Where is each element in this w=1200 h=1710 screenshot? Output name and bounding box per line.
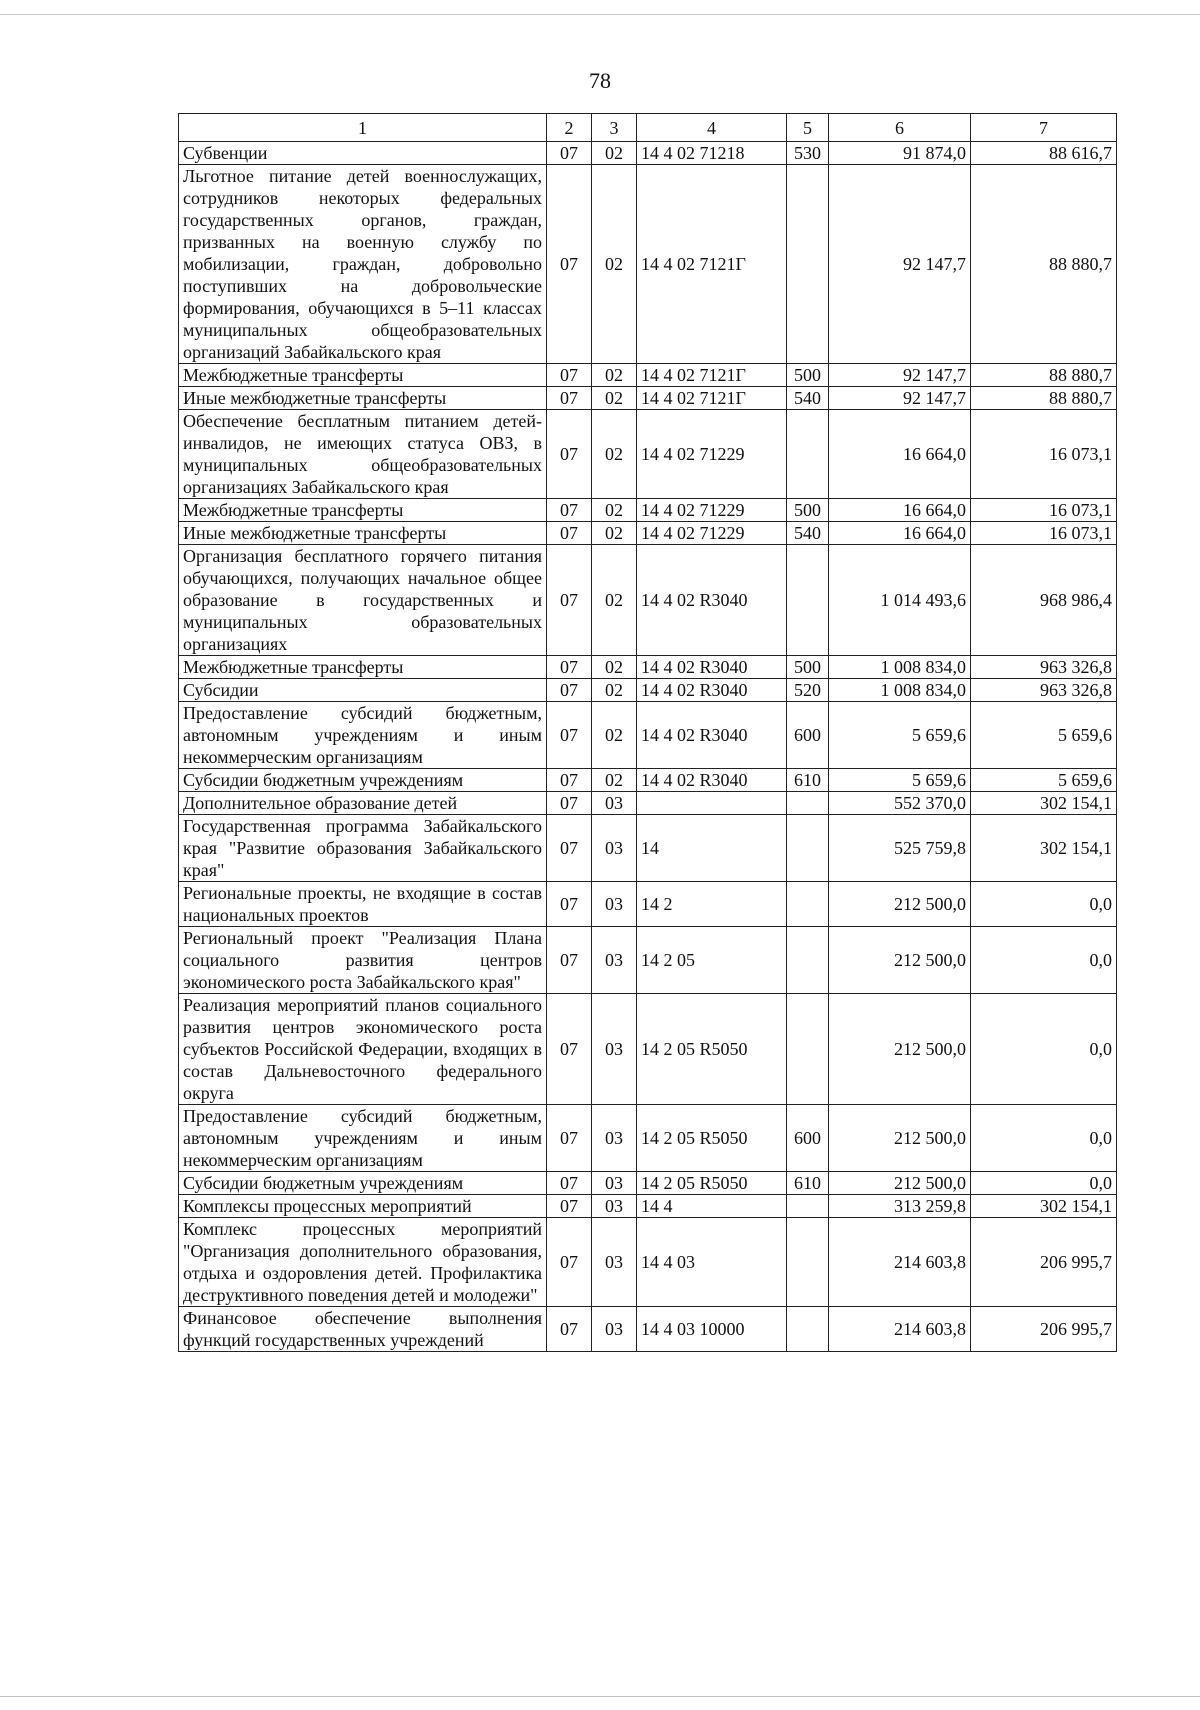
row-amount-col6: 212 500,0 xyxy=(829,1105,971,1172)
row-target-code: 14 2 05 xyxy=(637,927,787,994)
row-amount-col6: 212 500,0 xyxy=(829,1172,971,1195)
budget-table xyxy=(178,113,1117,1352)
row-expense-type xyxy=(787,545,829,656)
row-amount-col7: 0,0 xyxy=(971,994,1117,1105)
row-target-code: 14 4 02 R3040 xyxy=(637,656,787,679)
row-expense-type: 520 xyxy=(787,679,829,702)
row-amount-col7: 16 073,1 xyxy=(971,522,1117,545)
row-subsection: 03 xyxy=(592,994,637,1105)
table-row xyxy=(179,679,1117,702)
row-amount-col6: 214 603,8 xyxy=(829,1218,971,1307)
row-name: Субсидии бюджетным учреждениям xyxy=(179,1172,547,1195)
row-section: 07 xyxy=(547,165,592,364)
row-amount-col7: 206 995,7 xyxy=(971,1307,1117,1352)
row-amount-col7: 88 880,7 xyxy=(971,387,1117,410)
row-subsection: 02 xyxy=(592,410,637,499)
row-section: 07 xyxy=(547,1195,592,1218)
table-row xyxy=(179,769,1117,792)
row-target-code: 14 4 02 R3040 xyxy=(637,679,787,702)
header-col-3: 3 xyxy=(592,114,637,142)
row-amount-col6: 1 008 834,0 xyxy=(829,679,971,702)
row-target-code: 14 2 05 R5050 xyxy=(637,1105,787,1172)
row-target-code: 14 4 02 71229 xyxy=(637,410,787,499)
row-amount-col7: 88 880,7 xyxy=(971,165,1117,364)
row-name: Межбюджетные трансферты xyxy=(179,499,547,522)
table-row xyxy=(179,1218,1117,1307)
row-amount-col7: 88 616,7 xyxy=(971,142,1117,165)
row-subsection: 03 xyxy=(592,1172,637,1195)
row-amount-col7: 88 880,7 xyxy=(971,364,1117,387)
row-amount-col6: 5 659,6 xyxy=(829,702,971,769)
row-name: Региональный проект "Реализация Плана социального развития центров экономического роста Забайкальского края" xyxy=(179,927,547,994)
header-col-4: 4 xyxy=(637,114,787,142)
table-row xyxy=(179,1195,1117,1218)
row-section: 07 xyxy=(547,499,592,522)
row-subsection: 03 xyxy=(592,815,637,882)
row-amount-col6: 91 874,0 xyxy=(829,142,971,165)
row-expense-type: 610 xyxy=(787,1172,829,1195)
table-row xyxy=(179,522,1117,545)
row-amount-col7: 16 073,1 xyxy=(971,499,1117,522)
row-section: 07 xyxy=(547,927,592,994)
row-target-code: 14 4 02 7121Г xyxy=(637,165,787,364)
table-row xyxy=(179,387,1117,410)
row-subsection: 03 xyxy=(592,1218,637,1307)
header-col-2: 2 xyxy=(547,114,592,142)
table-row xyxy=(179,545,1117,656)
table-row xyxy=(179,1307,1117,1352)
row-subsection: 03 xyxy=(592,1307,637,1352)
row-name: Межбюджетные трансферты xyxy=(179,656,547,679)
row-amount-col7: 5 659,6 xyxy=(971,769,1117,792)
row-name: Субсидии xyxy=(179,679,547,702)
table-row xyxy=(179,410,1117,499)
row-amount-col6: 214 603,8 xyxy=(829,1307,971,1352)
row-expense-type: 500 xyxy=(787,499,829,522)
row-expense-type xyxy=(787,815,829,882)
row-name: Обеспечение бесплатным питанием детей-инвалидов, не имеющих статуса ОВЗ, в муниципальных общеобразовательных организациях Забайкальского края xyxy=(179,410,547,499)
table-row xyxy=(179,792,1117,815)
row-target-code: 14 2 05 R5050 xyxy=(637,1172,787,1195)
header-col-6: 6 xyxy=(829,114,971,142)
row-expense-type: 540 xyxy=(787,387,829,410)
table-row xyxy=(179,499,1117,522)
row-subsection: 02 xyxy=(592,769,637,792)
row-section: 07 xyxy=(547,1172,592,1195)
header-row xyxy=(179,114,1117,142)
scan-edge-top xyxy=(0,14,1200,15)
row-amount-col6: 16 664,0 xyxy=(829,410,971,499)
row-expense-type: 500 xyxy=(787,656,829,679)
row-name: Реализация мероприятий планов социального развития центров экономического роста субъектов Российской Федерации, входящих в состав Дальневосточного федерального округа xyxy=(179,994,547,1105)
table-row xyxy=(179,1172,1117,1195)
row-subsection: 02 xyxy=(592,364,637,387)
row-amount-col7: 16 073,1 xyxy=(971,410,1117,499)
row-expense-type xyxy=(787,882,829,927)
row-amount-col6: 525 759,8 xyxy=(829,815,971,882)
table-row xyxy=(179,142,1117,165)
row-name: Комплексы процессных мероприятий xyxy=(179,1195,547,1218)
row-name: Льготное питание детей военнослужащих, сотрудников некоторых федеральных государственных органов, граждан, призванных на военную службу по мобилизации, граждан, добровольно поступивших на добровольческие формирования, обучающихся в 5–11 классах муниципальных общеобразовательных организаций Забайкальского края xyxy=(179,165,547,364)
table-row xyxy=(179,702,1117,769)
table-body xyxy=(179,142,1117,1352)
row-expense-type: 610 xyxy=(787,769,829,792)
row-target-code: 14 4 02 R3040 xyxy=(637,769,787,792)
row-amount-col7: 963 326,8 xyxy=(971,679,1117,702)
row-amount-col7: 0,0 xyxy=(971,927,1117,994)
row-section: 07 xyxy=(547,545,592,656)
row-target-code: 14 4 03 10000 xyxy=(637,1307,787,1352)
row-amount-col7: 968 986,4 xyxy=(971,545,1117,656)
row-expense-type xyxy=(787,1218,829,1307)
row-name: Финансовое обеспечение выполнения функций государственных учреждений xyxy=(179,1307,547,1352)
row-amount-col7: 302 154,1 xyxy=(971,815,1117,882)
row-target-code: 14 4 03 xyxy=(637,1218,787,1307)
row-subsection: 02 xyxy=(592,165,637,364)
row-section: 07 xyxy=(547,815,592,882)
row-section: 07 xyxy=(547,679,592,702)
row-expense-type xyxy=(787,410,829,499)
row-amount-col6: 92 147,7 xyxy=(829,387,971,410)
table-row xyxy=(179,165,1117,364)
row-subsection: 02 xyxy=(592,545,637,656)
row-amount-col6: 16 664,0 xyxy=(829,522,971,545)
page-number: 78 xyxy=(589,68,611,93)
row-subsection: 02 xyxy=(592,656,637,679)
row-section: 07 xyxy=(547,387,592,410)
table-row xyxy=(179,364,1117,387)
row-section: 07 xyxy=(547,882,592,927)
row-subsection: 03 xyxy=(592,792,637,815)
row-section: 07 xyxy=(547,1218,592,1307)
row-amount-col7: 963 326,8 xyxy=(971,656,1117,679)
row-section: 07 xyxy=(547,656,592,679)
row-amount-col6: 552 370,0 xyxy=(829,792,971,815)
row-expense-type: 500 xyxy=(787,364,829,387)
row-subsection: 03 xyxy=(592,1195,637,1218)
row-expense-type xyxy=(787,994,829,1105)
row-target-code: 14 xyxy=(637,815,787,882)
row-name: Предоставление субсидий бюджетным, автономным учреждениям и иным некоммерческим организациям xyxy=(179,1105,547,1172)
header-col-1: 1 xyxy=(179,114,547,142)
row-target-code: 14 4 02 R3040 xyxy=(637,545,787,656)
row-target-code: 14 2 xyxy=(637,882,787,927)
row-target-code: 14 4 02 R3040 xyxy=(637,702,787,769)
row-amount-col6: 212 500,0 xyxy=(829,882,971,927)
row-target-code: 14 4 02 7121Г xyxy=(637,387,787,410)
row-expense-type: 600 xyxy=(787,702,829,769)
row-amount-col6: 5 659,6 xyxy=(829,769,971,792)
row-section: 07 xyxy=(547,364,592,387)
row-name: Организация бесплатного горячего питания обучающихся, получающих начальное общее образование в государственных и муниципальных образовательных организациях xyxy=(179,545,547,656)
row-section: 07 xyxy=(547,702,592,769)
row-amount-col6: 16 664,0 xyxy=(829,499,971,522)
row-amount-col7: 302 154,1 xyxy=(971,792,1117,815)
row-amount-col7: 302 154,1 xyxy=(971,1195,1117,1218)
row-amount-col6: 92 147,7 xyxy=(829,364,971,387)
row-target-code: 14 2 05 R5050 xyxy=(637,994,787,1105)
row-amount-col6: 212 500,0 xyxy=(829,994,971,1105)
row-section: 07 xyxy=(547,994,592,1105)
row-subsection: 02 xyxy=(592,522,637,545)
row-amount-col7: 0,0 xyxy=(971,1172,1117,1195)
header-col-7: 7 xyxy=(971,114,1117,142)
row-expense-type: 540 xyxy=(787,522,829,545)
row-expense-type: 530 xyxy=(787,142,829,165)
row-target-code: 14 4 02 71218 xyxy=(637,142,787,165)
row-name: Дополнительное образование детей xyxy=(179,792,547,815)
row-expense-type xyxy=(787,792,829,815)
header-col-5: 5 xyxy=(787,114,829,142)
row-section: 07 xyxy=(547,522,592,545)
row-name: Предоставление субсидий бюджетным, автономным учреждениям и иным некоммерческим организациям xyxy=(179,702,547,769)
table-row xyxy=(179,1105,1117,1172)
row-section: 07 xyxy=(547,1307,592,1352)
table-row xyxy=(179,815,1117,882)
table-row xyxy=(179,927,1117,994)
row-amount-col6: 1 008 834,0 xyxy=(829,656,971,679)
row-section: 07 xyxy=(547,410,592,499)
row-amount-col6: 313 259,8 xyxy=(829,1195,971,1218)
row-target-code: 14 4 02 7121Г xyxy=(637,364,787,387)
row-section: 07 xyxy=(547,1105,592,1172)
row-expense-type xyxy=(787,927,829,994)
row-target-code: 14 4 02 71229 xyxy=(637,499,787,522)
row-expense-type xyxy=(787,1307,829,1352)
row-expense-type xyxy=(787,165,829,364)
row-amount-col6: 1 014 493,6 xyxy=(829,545,971,656)
row-name: Иные межбюджетные трансферты xyxy=(179,522,547,545)
row-expense-type: 600 xyxy=(787,1105,829,1172)
row-amount-col6: 92 147,7 xyxy=(829,165,971,364)
row-amount-col7: 0,0 xyxy=(971,882,1117,927)
table-row xyxy=(179,656,1117,679)
row-amount-col6: 212 500,0 xyxy=(829,927,971,994)
row-name: Субсидии бюджетным учреждениям xyxy=(179,769,547,792)
row-subsection: 02 xyxy=(592,702,637,769)
row-subsection: 02 xyxy=(592,499,637,522)
row-subsection: 02 xyxy=(592,679,637,702)
row-target-code xyxy=(637,792,787,815)
row-name: Государственная программа Забайкальского края "Развитие образования Забайкальского края" xyxy=(179,815,547,882)
row-subsection: 03 xyxy=(592,927,637,994)
row-expense-type xyxy=(787,1195,829,1218)
row-name: Иные межбюджетные трансферты xyxy=(179,387,547,410)
row-section: 07 xyxy=(547,142,592,165)
row-name: Региональные проекты, не входящие в состав национальных проектов xyxy=(179,882,547,927)
row-subsection: 02 xyxy=(592,387,637,410)
row-section: 07 xyxy=(547,769,592,792)
table-row xyxy=(179,882,1117,927)
row-name: Межбюджетные трансферты xyxy=(179,364,547,387)
row-target-code: 14 4 02 71229 xyxy=(637,522,787,545)
table-row xyxy=(179,994,1117,1105)
row-target-code: 14 4 xyxy=(637,1195,787,1218)
row-name: Комплекс процессных мероприятий "Организация дополнительного образования, отдыха и оздоровления детей. Профилактика деструктивного поведения детей и молодежи" xyxy=(179,1218,547,1307)
row-name: Субвенции xyxy=(179,142,547,165)
row-amount-col7: 206 995,7 xyxy=(971,1218,1117,1307)
row-section: 07 xyxy=(547,792,592,815)
row-amount-col7: 0,0 xyxy=(971,1105,1117,1172)
row-subsection: 03 xyxy=(592,882,637,927)
scan-edge-bottom xyxy=(0,1696,1200,1697)
row-subsection: 03 xyxy=(592,1105,637,1172)
row-amount-col7: 5 659,6 xyxy=(971,702,1117,769)
row-subsection: 02 xyxy=(592,142,637,165)
